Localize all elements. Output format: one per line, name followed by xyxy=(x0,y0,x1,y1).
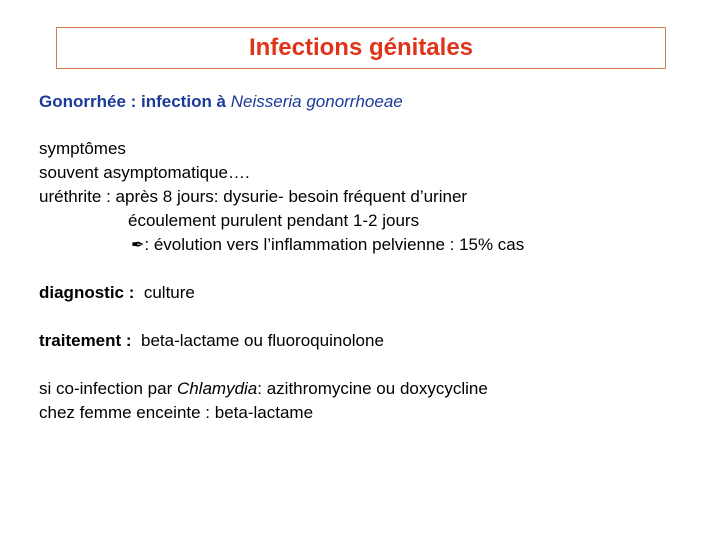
symptoms-urethritis: uréthrite : après 8 jours: dysurie- besoin fréquent d’uriner xyxy=(39,187,468,206)
symptoms-discharge: écoulement purulent pendant 1-2 jours xyxy=(128,211,420,230)
symptoms-evolution xyxy=(131,236,524,254)
treatment-value: beta-lactame ou fluoroquinolone xyxy=(131,331,384,350)
symptoms-heading: symptômes xyxy=(39,139,126,158)
slide-title: Infections génitales xyxy=(248,34,474,61)
symptoms-asymptomatic: souvent asymptomatique…. xyxy=(39,163,250,182)
subtitle-prefix: Gonorrhée : infection à xyxy=(39,92,231,111)
pregnancy-line: chez femme enceinte : beta-lactame xyxy=(39,403,314,422)
coinfection-line xyxy=(39,380,488,397)
title-box xyxy=(56,27,666,69)
subtitle xyxy=(39,93,403,110)
pen-icon: ✒ xyxy=(131,237,145,254)
subtitle-organism: Neisseria gonorrhoeae xyxy=(230,92,403,111)
diagnostic-value: culture xyxy=(134,283,195,302)
coinfection-organism: Chlamydia xyxy=(176,379,258,398)
treatment-label: traitement : xyxy=(39,331,132,350)
treatment-line xyxy=(39,332,384,349)
coinfection-prefix: si co-infection par xyxy=(39,379,177,398)
diagnostic-line xyxy=(39,284,195,301)
coinfection-suffix: : azithromycine ou doxycycline xyxy=(257,379,488,398)
diagnostic-label: diagnostic : xyxy=(39,283,135,302)
symptoms-evolution-text: : évolution vers l’inflammation pelvienne : 15% cas xyxy=(144,235,525,254)
